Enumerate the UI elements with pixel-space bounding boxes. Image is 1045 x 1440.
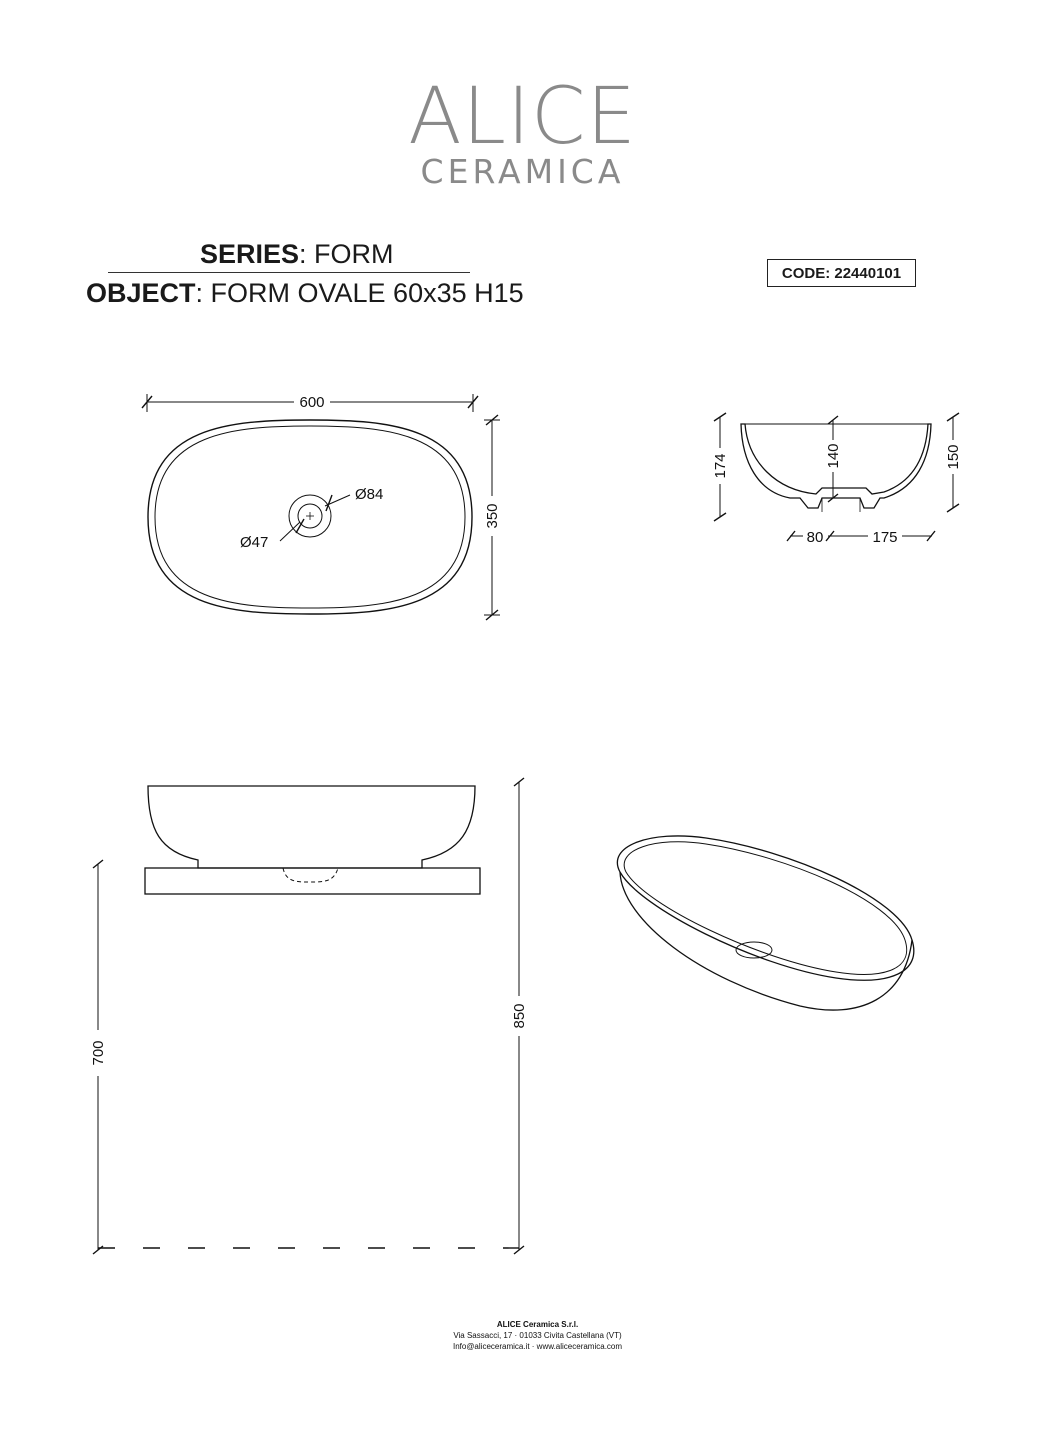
top-view (142, 394, 500, 620)
footer-company: ALICE Ceramica S.r.l. (496, 1320, 579, 1329)
dim-install-700: 700 (90, 1040, 107, 1066)
dim-section-174: 174 (712, 453, 729, 479)
basin-side-profile (148, 786, 475, 868)
product-code-box: CODE: 22440101 (767, 259, 916, 287)
dim-width-600: 600 (299, 394, 325, 411)
dim-depth-350: 350 (484, 503, 501, 529)
countertop (145, 868, 480, 894)
dim-drain-inner: Ø47 (240, 534, 269, 551)
series-label: SERIES (200, 239, 300, 269)
logo-subline: CERAMICA (420, 152, 625, 191)
series-value: : FORM (299, 239, 394, 269)
dim-section-150: 150 (945, 444, 962, 470)
footer-address: Via Sassacci, 17 · 01033 Civita Castellana (VT) (453, 1331, 622, 1340)
section-view (714, 413, 959, 541)
perspective-view (617, 836, 913, 1010)
installation-view (93, 778, 524, 1254)
hidden-drain (283, 868, 338, 882)
logo-wordmark: ALICE (408, 72, 637, 162)
perspective-basin-rim-inner (624, 842, 907, 975)
dim-section-140: 140 (825, 443, 842, 469)
footer-contacts: Info@aliceceramica.it · www.aliceceramica.com (452, 1342, 623, 1351)
dim-section-175: 175 (872, 529, 898, 546)
perspective-basin-body (620, 872, 912, 1010)
dim-section-80: 80 (806, 529, 824, 546)
dim-install-850: 850 (511, 1003, 528, 1029)
footer (0, 1319, 1045, 1352)
object-label: OBJECT (86, 278, 196, 308)
dim-drain-outer: Ø84 (355, 486, 384, 503)
object-value: : FORM OVALE 60x35 H15 (195, 278, 524, 308)
